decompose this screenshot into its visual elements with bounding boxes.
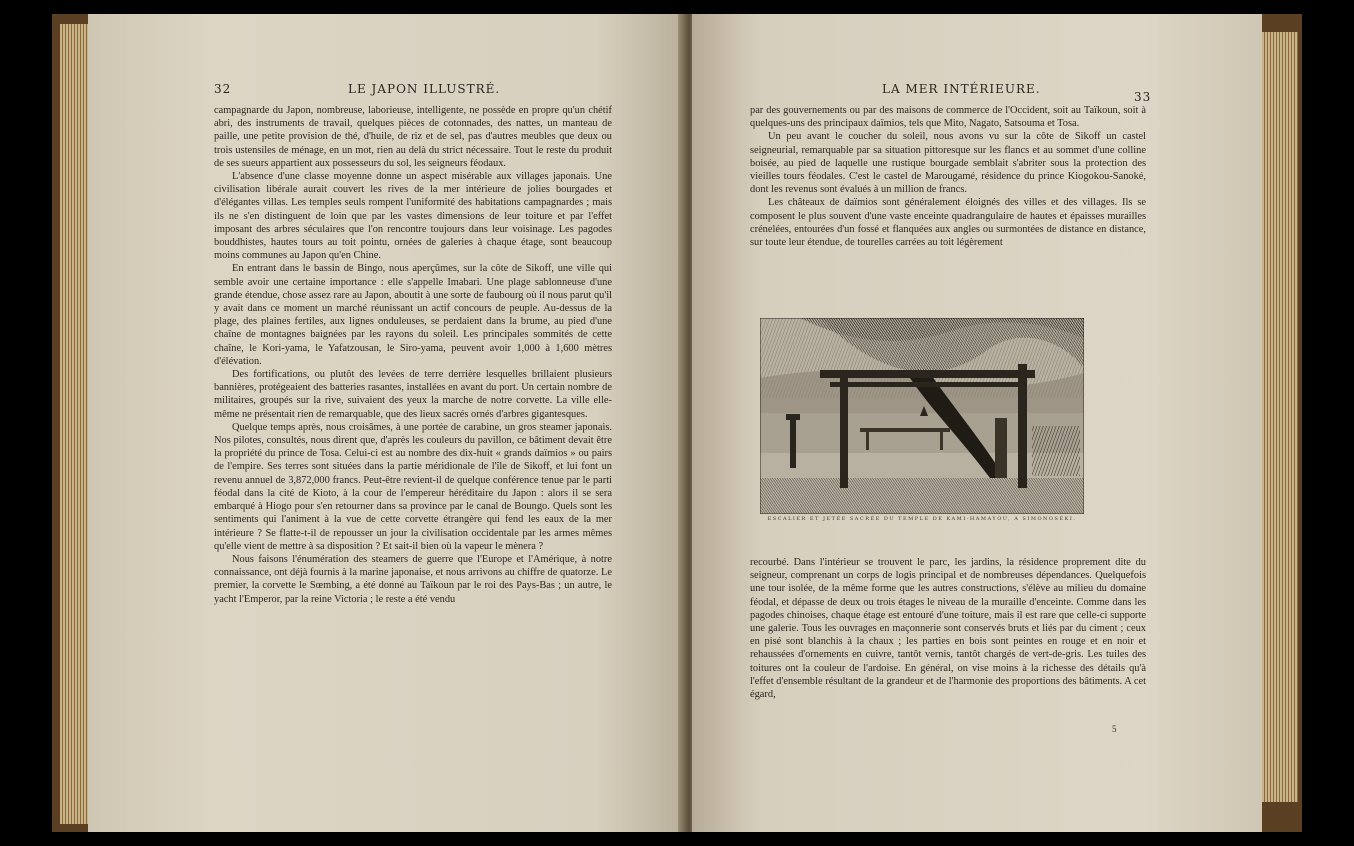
paragraph: Des fortifications, ou plutôt des levées de terre derrière lesquelles brillaient plusieurs bannières, protégeaient des batteries rasantes, installées en avant du port. Un certain nombre de militaires, groupés sur la rive, suivaient des yeux la marche de notre corvette. La ville elle-même ne présentait rien de remarquable, que des lieux sacrés ornés d'arbres gigantesques. [214, 369, 612, 420]
temple-engraving-illustration [760, 318, 1084, 514]
paragraph: recourbé. Dans l'intérieur se trouvent le parc, les jardins, la résidence proprement dite du seigneur, comprenant un corps de logis principal et de nombreuses dépendances. Quelquefois une tour isolée, de la même forme que les autres constructions, s'élève au milieu du domaine féodal, et dépasse de deux ou trois étages le niveau de la muraille d'enceinte. Comme dans les pagodes chinoises, chaque étage est entouré d'une toiture, mais il est rare que celle-ci supporte une galerie. Tous les ouvrages en maçonnerie sont conservés bruts et liés par du ciment ; ceux en pisé sont blanchis à la chaux ; les parties en bois sont peintes en rouge et en noir et rehaussées d'ornements en cuivre, tantôt vernis, tantôt chargés de vert-de-gris. Les tuiles des toitures ont la couleur de l'ardoise. En général, on vise moins à la richesse des détails qu'à l'effet d'ensemble résultant de la grandeur et de l'harmonie des proportions des bâtiments. A cet égard, [750, 557, 1146, 701]
paragraph: Un peu avant le coucher du soleil, nous avons vu sur la côte de Sikoff un castel seigneurial, remarquable par sa situation pittoresque sur les flancs et au sommet d'une colline boisée, au pied de laquelle une rustique bourgade semblait s'abriter sous la protection des vieilles tours féodales. C'est le castel de Marougamé, résidence du prince Kiogokou-Sanoké, dont les revenus sont évalués à un million de francs. [750, 131, 1146, 196]
right-page-number: 33 [1134, 90, 1152, 104]
right-page-body-bottom [750, 556, 1146, 701]
right-running-title: LA MER INTÉRIEURE. [882, 82, 1041, 96]
paragraph: En entrant dans le bassin de Bingo, nous aperçûmes, sur la côte de Sikoff, une ville qui semble avoir une certaine importance : elle s'appelle Imabari. Une plage sablonneuse d'une grande étendue, chose assez rare au Japon, aboutit à une sorte de faubourg où il nous parut qu'il y avait dans ce moment un marché réunissant un actif concours de peuple. Au-dessus de la plage, des plaines fertiles, aux lignes onduleuses, se perdaient dans la brume, au pied d'une chaîne de montagnes baignées par les rayons du soleil. Les principales sommités de cette chaîne, le Kori-yama, le Yafatzousan, le Siro-yama, peuvent avoir 1,000 à 1,600 mètres d'élévation. [214, 263, 612, 367]
paragraph: Quelque temps après, nous croisâmes, à une portée de carabine, un gros steamer japonais. Nos pilotes, consultés, nous dirent que, d'après les couleurs du pavillon, ce bâtiment devait être la propriété du prince de Tosa. Celui-ci est au nombre des dix-huit « grands daïmios » ou pairs de l'empire. Ses terres sont situées dans la partie méridionale de l'île de Sikoff, et lui font un revenu annuel de 3,872,000 francs. Peut-être revient-il de quelque conférence tenue par le parti féodal dans la cité de Kioto, à la cour de l'empereur héréditaire du Japon : alors il se sera embarqué à Hiogo pour s'en retourner dans sa province par le canal de Boungo. Quels sont les sentiments qui l'animent à la vue de cette corvette étrangère qui fend les eaux de la mer intérieure ? Se flatte-t-il de repousser un jour la civilisation occidentale par les armes mêmes qu'elle vient de mettre à sa disposition ? Et sait-il bien où la vapeur le mènera ? [214, 421, 612, 552]
left-running-title: LE JAPON ILLUSTRÉ. [348, 82, 501, 96]
left-page-number: 32 [214, 82, 232, 96]
paragraph: par des gouvernements ou par des maisons de commerce de l'Occident, soit au Taïkoun, soit à quelques-uns des principaux daïmios, tels que Mito, Nagato, Satsouma et Tosa. [750, 105, 1146, 130]
paragraph: Nous faisons l'énumération des steamers de guerre que l'Europe et l'Amérique, à notre connaissance, ont déjà fournis à la marine japonaise, et nous arrivons au chiffre de quatorze. Le premier, la corvette le Sœmbing, a été donné au Taïkoun par le roi des Pays-Bas ; un autre, le yacht l'Emperor, par la reine Victoria ; le reste a été vendu [214, 553, 612, 605]
signature-mark: 5 [1112, 724, 1117, 734]
illustration-caption: ESCALIER ET JETÉE SACRÉE DU TEMPLE DE KAMI-HAMAYOU, A SIMONOSÉKI. [767, 516, 1077, 522]
right-page-body-top [750, 104, 1146, 249]
paragraph: Les châteaux de daïmios sont généralement éloignés des villes et des villages. Ils se composent le plus souvent d'une vaste enceinte quadrangulaire de hautes et épaisses murailles crénelées, entourées d'un fossé et flanquées aux angles ou surmontées de distance en distance, sur toute leur étendue, de tourelles carrées au toit légèrement [750, 197, 1146, 249]
paragraph: L'absence d'une classe moyenne donne un aspect misérable aux villages japonais. Une civilisation libérale aurait couvert les rives de la mer intérieure de jolies bourgades et d'élégantes villas. Les temples seuls rompent l'uniformité des habitations campagnardes ; mais ils ne s'en distinguent de loin que par les vastes dimensions de leur toiture et par l'effet imposant des arbres séculaires que l'on rencontre toujours dans leur voisinage. Les pagodes bouddhistes, hautes tours au toit pointu, ornées de galeries à chaque étage, sont beaucoup moins communes au Japon qu'en Chine. [214, 171, 612, 262]
paragraph: campagnarde du Japon, nombreuse, laborieuse, intelligente, ne possède en propre qu'un chétif abri, des instruments de travail, quelques pièces de cotonnades, des nattes, un manteau de paille, une petite provision de thé, d'huile, de riz et de sel, pas d'autres meubles que deux ou trois ustensiles de ménage, en un mot, rien au delà du strict nécessaire. Tout le reste du produit de ses sueurs appartient aux possesseurs du sol, les seigneurs féodaux. [214, 105, 612, 169]
page-stack-left [60, 24, 88, 824]
page-stack-right [1262, 32, 1298, 802]
left-page-body [214, 104, 612, 606]
